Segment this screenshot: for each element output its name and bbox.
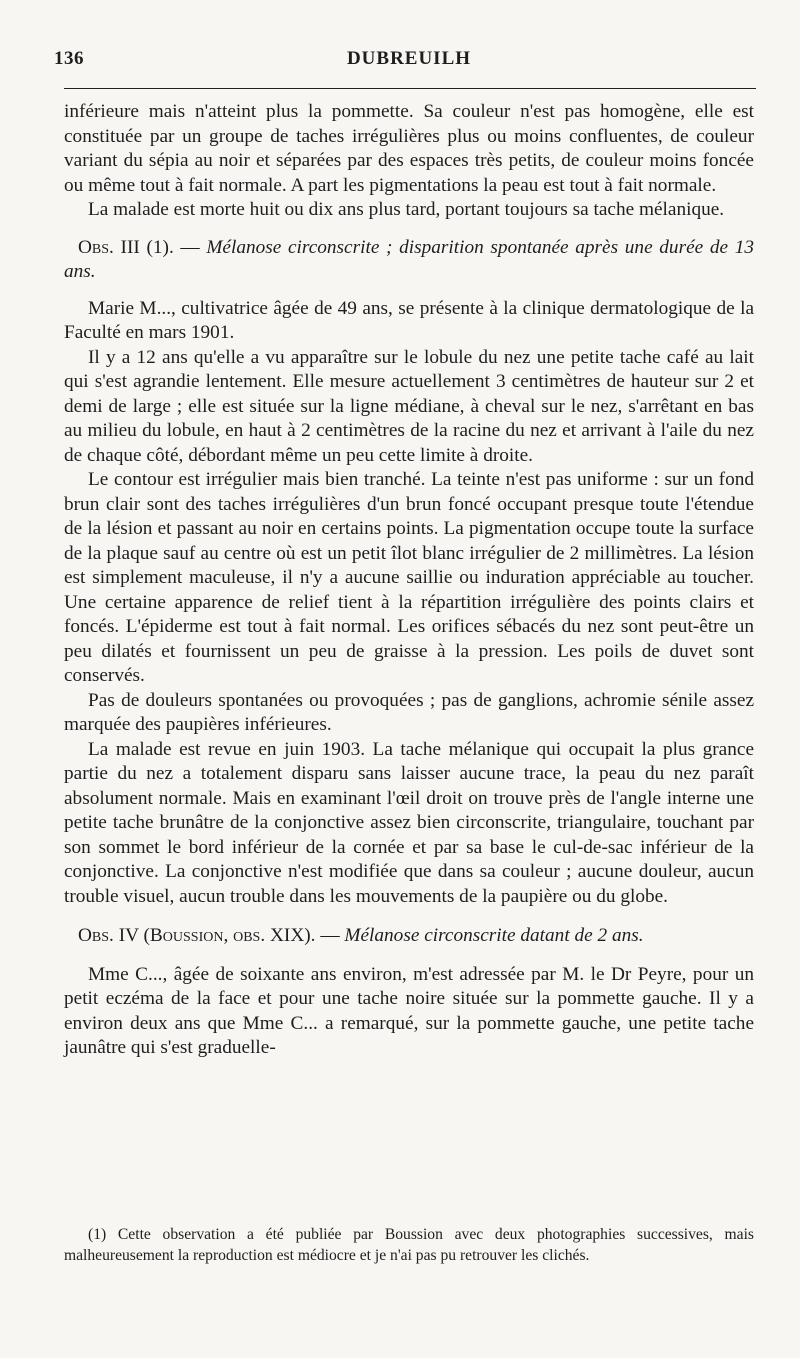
footnote-1: (1) Cette observation a été publiée par Boussion avec deux photographies successives, mais malheureusement la reproduction est médiocre et je n'ai pas pu retrouver les clichés. xyxy=(64,1226,754,1264)
paragraph-patient-intro: Marie M..., cultivatrice âgée de 49 ans, se présente à la clinique dermatologique de la Faculté en mars 1901. xyxy=(64,297,754,343)
heading-dash: — xyxy=(173,236,207,258)
running-head: DUBREUILH xyxy=(346,48,472,69)
observation-3-heading xyxy=(64,236,754,285)
heading-dash: — xyxy=(315,925,345,946)
body-text xyxy=(64,100,754,1061)
page-header xyxy=(54,48,764,78)
header-rule xyxy=(64,88,756,89)
paragraph-description: Le contour est irrégulier mais bien tranché. La teinte n'est pas uniforme : sur un fond brun clair sont des taches irrégulières d'un brun foncé occupant presque toute l'étendue de la lésion et passant au noir en certains points. La pigmentation occupe toute la surface de la plaque sauf au centre où est un petit îlot blanc irrégulier de 2 millimètres. La lésion est simplement maculeuse, il n'y a aucune saillie ou induration appréciable au toucher. Une certaine apparence de relief tient à la répartition irrégulière des points clairs et foncés. L'épiderme est tout à fait normal. Les orifices sébacés du nez sont peut-être un peu dilatés et fournissent un peu de graisse à la pression. Les poils de duvet sont conservés. xyxy=(64,469,754,686)
page-number: 136 xyxy=(54,48,84,69)
paragraph-follow-up: La malade est revue en juin 1903. La tache mélanique qui occupait la plus grance partie du nez a totalement disparu sans laisser aucune trace, la peau du nez paraît absolument normale. Mais en examinant l'œil droit on trouve près de l'angle interne une petite tache brunâtre de la conjonctive assez bien circonscrite, triangulaire, touchant par son sommet le bord inférieur de la cornée et par sa base le cul-de-sac inférieur de la conjonctive. La conjonctive n'est modifiée que dans sa couleur ; aucune douleur, aucun trouble visuel, aucun trouble dans les mouvements de la paupière ou du globe. xyxy=(64,738,754,907)
paragraph-death-note: La malade est morte huit ou dix ans plus tard, portant toujours sa tache mélanique. xyxy=(88,199,725,220)
paragraph-continuation: inférieure mais n'atteint plus la pommette. Sa couleur n'est pas homogène, elle est constituée par un groupe de taches irrégulières plus ou moins confluentes, de couleur variant du sépia au noir et séparées par des espaces très petits, de couleur moins foncée ou même tout à fait normale. A part les pigmentations la peau est tout à fait normale. xyxy=(64,101,754,196)
observation-4-title: Mélanose circonscrite datant de 2 ans. xyxy=(344,925,644,946)
paragraph-observation-4: Mme C..., âgée de soixante ans environ, m'est adressée par M. le Dr Peyre, pour un petit eczéma de la face et pour une tache noire située sur la pommette gauche. Il y a environ deux ans que Mme C... a remarqué, sur la pommette gauche, une petite tache jaunâtre qui s'est graduelle- xyxy=(64,963,754,1058)
paragraph-symptoms: Pas de douleurs spontanées ou provoquées ; pas de ganglions, achromie sénile assez marquée des paupières inférieures. xyxy=(64,689,754,735)
paragraph-history: Il y a 12 ans qu'elle a vu apparaître sur le lobule du nez une petite tache café au lait qui s'est agrandie lentement. Elle mesure actuellement 3 centimètres de hauteur sur 2 et demi de large ; elle est située sur la ligne médiane, à cheval sur le nez, s'arrêtant en bas au milieu du lobule, en haut à 2 centimètres de la racine du nez et arrivant à l'aile du nez de chaque côté, débordant même un peu cette limite à droite. xyxy=(64,346,754,466)
footnote-block xyxy=(64,1224,754,1266)
observation-3-label: Obs. III (1). xyxy=(78,236,174,258)
observation-4-heading xyxy=(64,924,754,949)
observation-3-title: Mélanose circonscrite ; disparition spontanée après une durée de 13 ans. xyxy=(64,236,754,282)
observation-4-label: Obs. IV (Boussion, obs. XIX). xyxy=(78,925,316,946)
